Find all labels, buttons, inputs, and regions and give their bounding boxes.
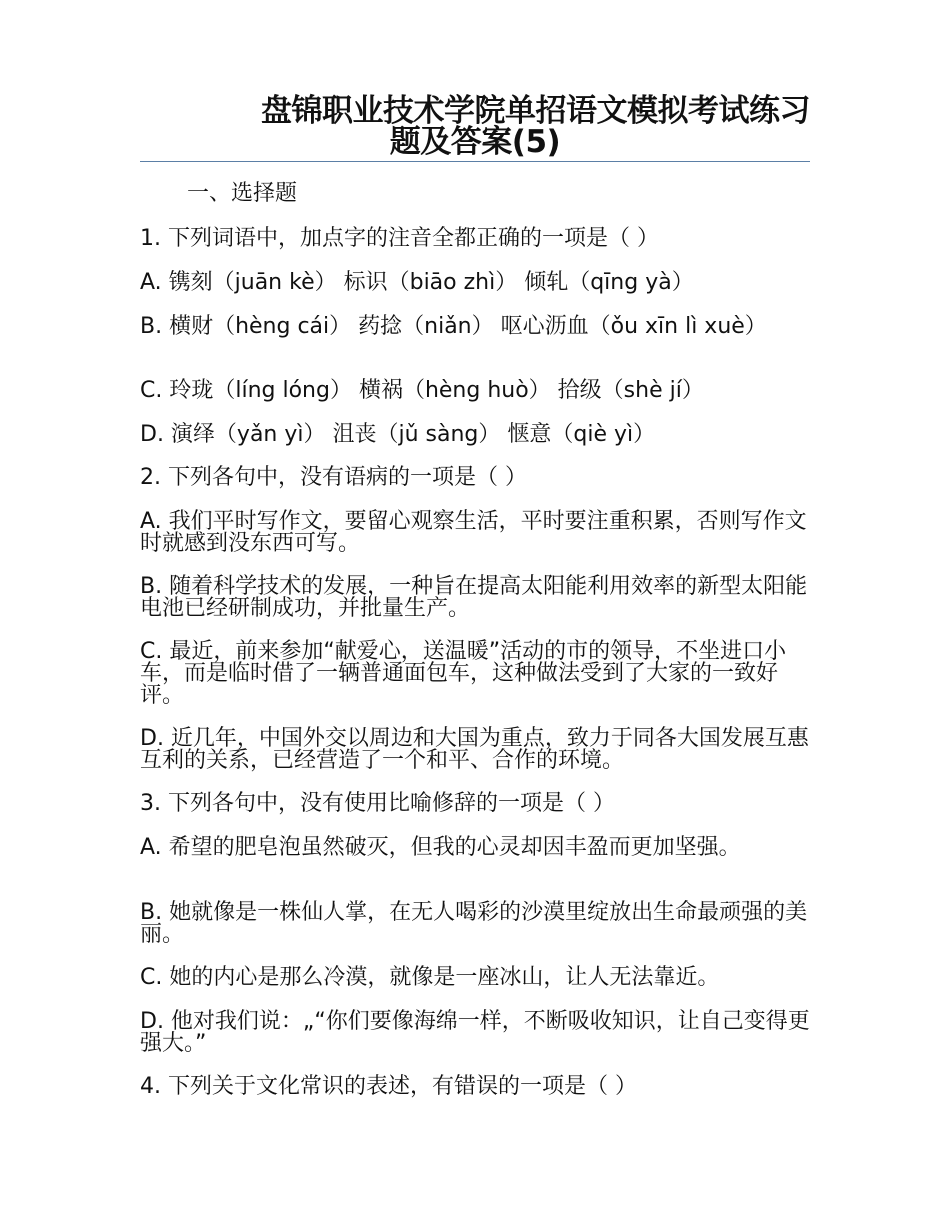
question-3: 3. 下列各句中，没有使用比喻修辞的一项是（ ） bbox=[140, 791, 615, 816]
question-2-option-c: C. 最近，前来参加“献爱心，送温暖”活动的市的领导，不坐进口小车，而是临时借了一辆普通面包车，这种做法受到了大家的一致好评。 bbox=[140, 639, 787, 708]
question-2-option-b: B. 随着科学技术的发展，一种旨在提高太阳能利用效率的新型太阳能电池已经研制成功，并批量生产。 bbox=[140, 574, 808, 621]
question-2: 2. 下列各句中，没有语病的一项是（ ） bbox=[140, 465, 527, 490]
question-3-option-b: B. 她就像是一株仙人掌，在无人喝彩的沙漠里绽放出生命最顽强的美丽。 bbox=[140, 900, 808, 947]
question-1-option-d: D. 演绎（yǎn yì） 沮丧（jǔ sàng） 惬意（qiè yì） bbox=[140, 422, 656, 447]
question-3-option-d: D. 他对我们说：„“你们要像海绵一样，不断吸收知识，让自己变得更强大。” bbox=[140, 1009, 810, 1056]
title-divider bbox=[140, 161, 810, 162]
section-heading: 一、选择题 bbox=[187, 181, 298, 206]
question-3-option-c: C. 她的内心是那么冷漠，就像是一座冰山，让人无法靠近。 bbox=[140, 965, 720, 990]
question-2-option-d: D. 近几年，中国外交以周边和大国为重点，致力于同各大国发展互惠互利的关系，已经营造了一个和平、合作的环境。 bbox=[140, 726, 809, 773]
document-title-line2: 题及答案(5) bbox=[389, 124, 561, 160]
question-2-option-a: A. 我们平时写作文，要留心观察生活，平时要注重积累，否则写作文时就感到没东西可写。 bbox=[140, 509, 807, 556]
document-title-line1: 盘锦职业技术学院单招语文模拟考试练习 bbox=[261, 93, 810, 129]
question-1-option-a: A. 镌刻（juān kè） 标识（biāo zhì） 倾轧（qīng yà） bbox=[140, 270, 694, 295]
question-4: 4. 下列关于文化常识的表述，有错误的一项是（ ） bbox=[140, 1074, 637, 1099]
question-1-option-b: B. 横财（hèng cái） 药捻（niǎn） 呕心沥血（ǒu xīn lì xuè） bbox=[140, 314, 767, 339]
document-title bbox=[140, 93, 810, 160]
question-3-option-a: A. 希望的肥皂泡虽然破灭，但我的心灵却因丰盈而更加坚强。 bbox=[140, 835, 741, 860]
question-1: 1. 下列词语中，加点字的注音全都正确的一项是（ ） bbox=[140, 226, 659, 251]
question-1-option-c: C. 玲珑（líng lóng） 横祸（hèng huò） 拾级（shè jí） bbox=[140, 378, 704, 403]
